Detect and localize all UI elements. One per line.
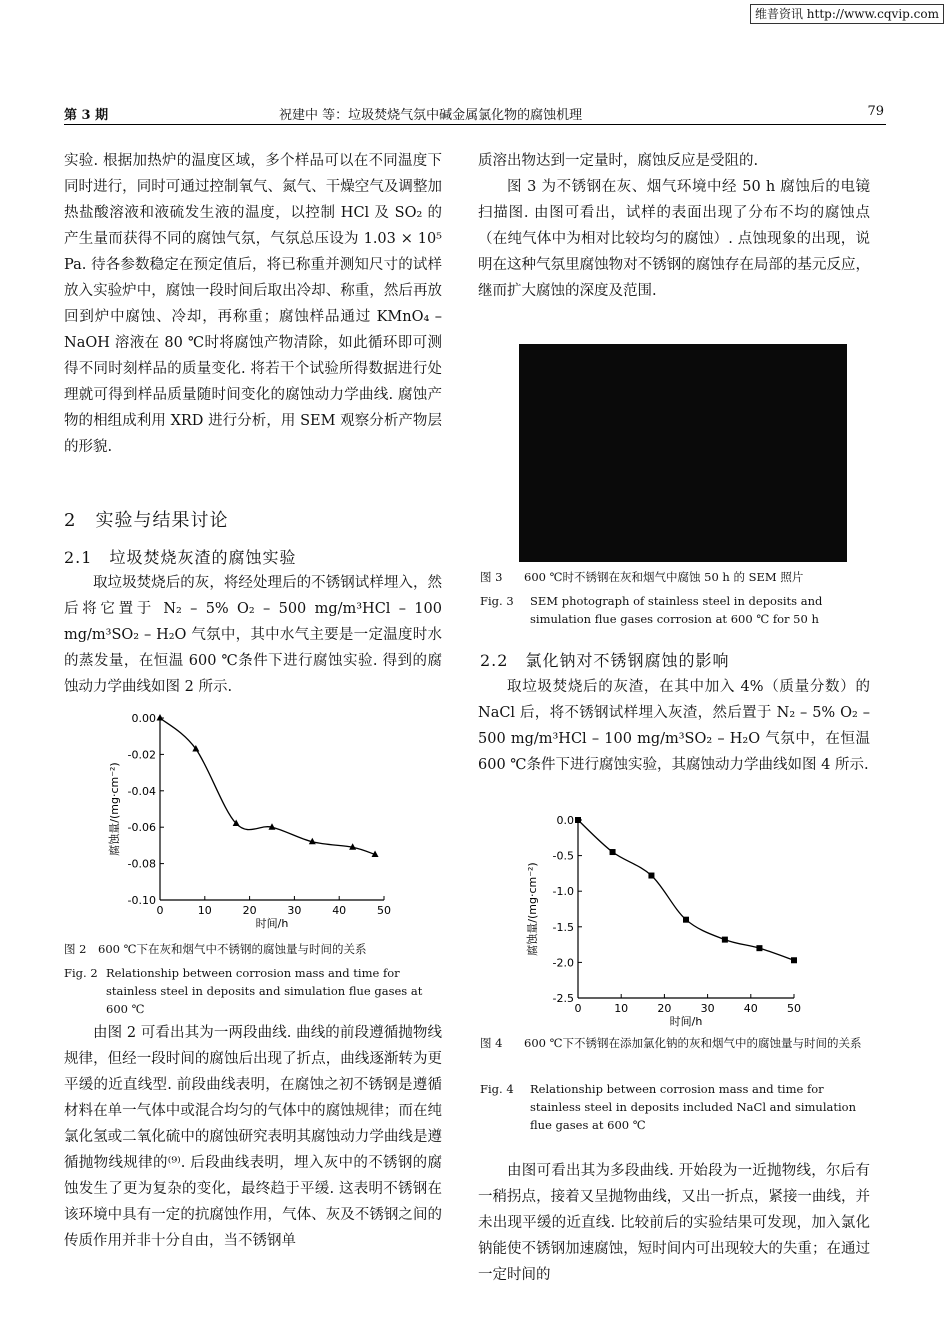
- y-tick-label: -0.04: [127, 784, 156, 798]
- data-point: [610, 849, 616, 855]
- fig4-caption-cn: [480, 1034, 870, 1074]
- fig4-caption-en: [480, 1080, 870, 1140]
- x-tick-label: 20: [657, 1002, 672, 1015]
- right-paragraph: 取垃圾焚烧后的灰渣，在其中加入 4%（质量分数）的 NaCl 后，将不锈钢试样埋入灰渣，然后置于 N₂ – 5% O₂ – 500 mg/m³HCl – 100 mg/m³SO₂ – H₂O 气氛中，在恒温 600 ℃条件下进行腐蚀实验，其腐蚀动力学曲线如图 4 所示.: [478, 679, 870, 773]
- fig4-label-en: Fig. 4: [480, 1082, 514, 1096]
- fig2-label-en: Fig. 2: [64, 966, 98, 980]
- x-tick-label: 10: [197, 904, 212, 917]
- y-tick-label: -0.08: [127, 857, 156, 871]
- running-header: [64, 104, 884, 124]
- y-tick-label: -0.06: [127, 821, 156, 835]
- x-tick-label: 40: [332, 904, 347, 917]
- fig2-caption-en: [64, 964, 444, 1016]
- x-tick-label: 30: [287, 904, 302, 917]
- fig2-chart: [90, 706, 420, 938]
- x-axis-label: 时间/h: [255, 917, 289, 930]
- fig2-title-cn: 600 ℃下在灰和烟气中不锈钢的腐蚀量与时间的关系: [98, 942, 367, 956]
- y-axis-label: 腐蚀量/(mg·cm⁻²): [526, 862, 539, 956]
- fig3-caption-en: [480, 592, 870, 632]
- right-para-1: [478, 148, 870, 304]
- left-para-3: [64, 1020, 442, 1254]
- x-tick-label: 30: [700, 1002, 715, 1015]
- data-point: [756, 945, 762, 951]
- data-point: [683, 917, 689, 923]
- data-point: [791, 957, 797, 963]
- y-tick-label: -1.5: [552, 920, 574, 934]
- watermark[interactable]: 维普资讯 http://www.cqvip.com: [750, 4, 944, 24]
- data-point: [722, 937, 728, 943]
- x-tick-label: 0: [574, 1002, 582, 1015]
- fig3-label-en: Fig. 3: [480, 594, 514, 608]
- right-para-3: [478, 674, 870, 778]
- section-2-heading: 2 实验与结果讨论: [64, 510, 229, 531]
- x-tick-label: 10: [614, 1002, 629, 1015]
- fig2-label-cn: 图 2: [64, 942, 87, 956]
- y-axis-label: 腐蚀量/(mg·cm⁻²): [108, 762, 121, 856]
- y-tick-label: -2.0: [552, 956, 574, 970]
- fig3-caption-cn: [480, 568, 870, 586]
- y-tick-label: 0.0: [556, 814, 574, 827]
- fig3-title-cn: 600 ℃时不锈钢在灰和烟气中腐蚀 50 h 的 SEM 照片: [524, 570, 804, 584]
- left-paragraph: 实验. 根据加热炉的温度区域，多个样品可以在不同温度下同时进行，同时可通过控制氧气、氮气、干燥空气及调整加热盐酸溶液和液硫发生液的温度，以控制 HCl 及 SO₂ 的产生量而获得不同的腐蚀气氛，气氛总压设为 1.03 × 10⁵ Pa. 待各参数稳定在预定值后，将已称重并测知尺寸的试样放入实验炉中，腐蚀一段时间后取出冷却、称重，然后再放回到炉中腐蚀、冷却，再称重；腐蚀样品通过 KMnO₄ – NaOH 溶液在 80 ℃时将腐蚀产物清除，如此循环即可测得不同时刻样品的质量变化. 将若干个试验所得数据进行处理就可得到样品质量随时间变化的腐蚀动力学曲线. 腐蚀产物的相组成利用 XRD 进行分析，用 SEM 观察分析产物层的形貌.: [64, 153, 442, 455]
- y-tick-label: -2.5: [552, 992, 574, 1005]
- data-point: [648, 873, 654, 879]
- x-tick-label: 0: [156, 904, 164, 917]
- issue-number: 第 3 期: [64, 108, 109, 123]
- fig2-caption-cn: [64, 940, 444, 958]
- y-tick-label: -0.02: [127, 748, 156, 762]
- fig3-title-en: SEM photograph of stainless steel in deposits and simulation flue gases corrosion at 600 ℃ for 50 h: [530, 594, 823, 626]
- fig2-title-en: Relationship between corrosion mass and time for stainless steel in deposits and simulation flue gases at 600 ℃: [106, 966, 423, 1016]
- y-tick-label: 0.00: [131, 712, 156, 725]
- right-para-4: [478, 1158, 870, 1288]
- fig4-chart: [520, 808, 840, 1030]
- fig4-title-cn: 600 ℃下不锈钢在添加氯化钠的灰和烟气中的腐蚀量与时间的关系: [524, 1036, 862, 1050]
- series-line: [578, 820, 794, 960]
- left-para-1: [64, 148, 442, 460]
- x-axis-label: 时间/h: [669, 1015, 703, 1028]
- fig4-title-en: Relationship between corrosion mass and time for stainless steel in deposits included NaCl and simulation flue gases at 600 ℃: [530, 1082, 857, 1132]
- y-tick-label: -0.5: [552, 849, 574, 863]
- right-paragraph: 图 3 为不锈钢在灰、烟气环境中经 50 h 腐蚀后的电镜扫描图. 由图可看出，试样的表面出现了分布不均的腐蚀点（在纯气体中为相对比较均匀的腐蚀）. 点蚀现象的出现，说明在这种气氛里腐蚀物对不锈钢的腐蚀存在局部的基元反应，继而扩大腐蚀的深度及范围.: [478, 179, 870, 299]
- fig4-label-cn: 图 4: [480, 1036, 503, 1050]
- x-tick-label: 50: [787, 1002, 801, 1015]
- right-paragraph: 由图可看出其为多段曲线. 开始段为一近抛物线，尔后有一稍拐点，接着又呈抛物曲线，又出一折点，紧接一曲线，并未出现平缓的近直线. 比较前后的实验结果可发现，加入氯化钠能使不锈钢加速腐蚀，短时间内可出现较大的失重；在通过一定时间的: [478, 1163, 870, 1283]
- y-tick-label: -1.0: [552, 885, 574, 899]
- header-rule: [64, 124, 886, 125]
- left-paragraph: 由图 2 可看出其为一两段曲线. 曲线的前段遵循抛物线规律，但经一段时间的腐蚀后出现了折点，曲线逐渐转为更平缓的近直线型. 前段曲线表明，在腐蚀之初不锈钢是遵循材料在单一气体中或混合均匀的气体中的腐蚀规律；而在纯氯化氢或二氧化硫中的腐蚀研究表明其腐蚀动力学曲线是遵循抛物线规律的⁽⁹⁾. 后段曲线表明，埋入灰中的不锈钢的腐蚀发生了更为复杂的变化，最终趋于平缓. 这表明不锈钢在该环境中具有一定的抗腐蚀作用，气体、灰及不锈钢之间的传质作用并非十分自由，当不锈钢单: [64, 1025, 442, 1249]
- series-line: [160, 718, 375, 855]
- left-para-2: [64, 570, 442, 700]
- section-2-2-heading: 2.2 氯化钠对不锈钢腐蚀的影响: [480, 651, 730, 670]
- x-tick-label: 50: [377, 904, 391, 917]
- data-point: [575, 817, 581, 823]
- left-paragraph: 取垃圾焚烧后的灰，将经处理后的不锈钢试样埋入，然后将它置于 N₂ – 5% O₂ – 500 mg/m³HCl – 100 mg/m³SO₂ – H₂O 气氛中，其中水气主要是一定温度时水的蒸发量，在恒温 600 ℃条件下进行腐蚀实验. 得到的腐蚀动力学曲线如图 2 所示.: [64, 575, 442, 695]
- sem-photograph: [519, 344, 847, 562]
- data-point: [157, 714, 164, 721]
- x-tick-label: 20: [242, 904, 257, 917]
- running-title: 祝建中 等：垃圾焚烧气氛中碱金属氯化物的腐蚀机理: [279, 108, 583, 123]
- y-tick-label: -0.10: [127, 894, 156, 907]
- right-paragraph: 质溶出物达到一定量时，腐蚀反应是受阻的.: [478, 153, 759, 169]
- page-number: 79: [867, 104, 884, 119]
- x-tick-label: 40: [743, 1002, 758, 1015]
- fig3-label-cn: 图 3: [480, 570, 503, 584]
- section-2-1-heading: 2.1 垃圾焚烧灰渣的腐蚀实验: [64, 548, 297, 567]
